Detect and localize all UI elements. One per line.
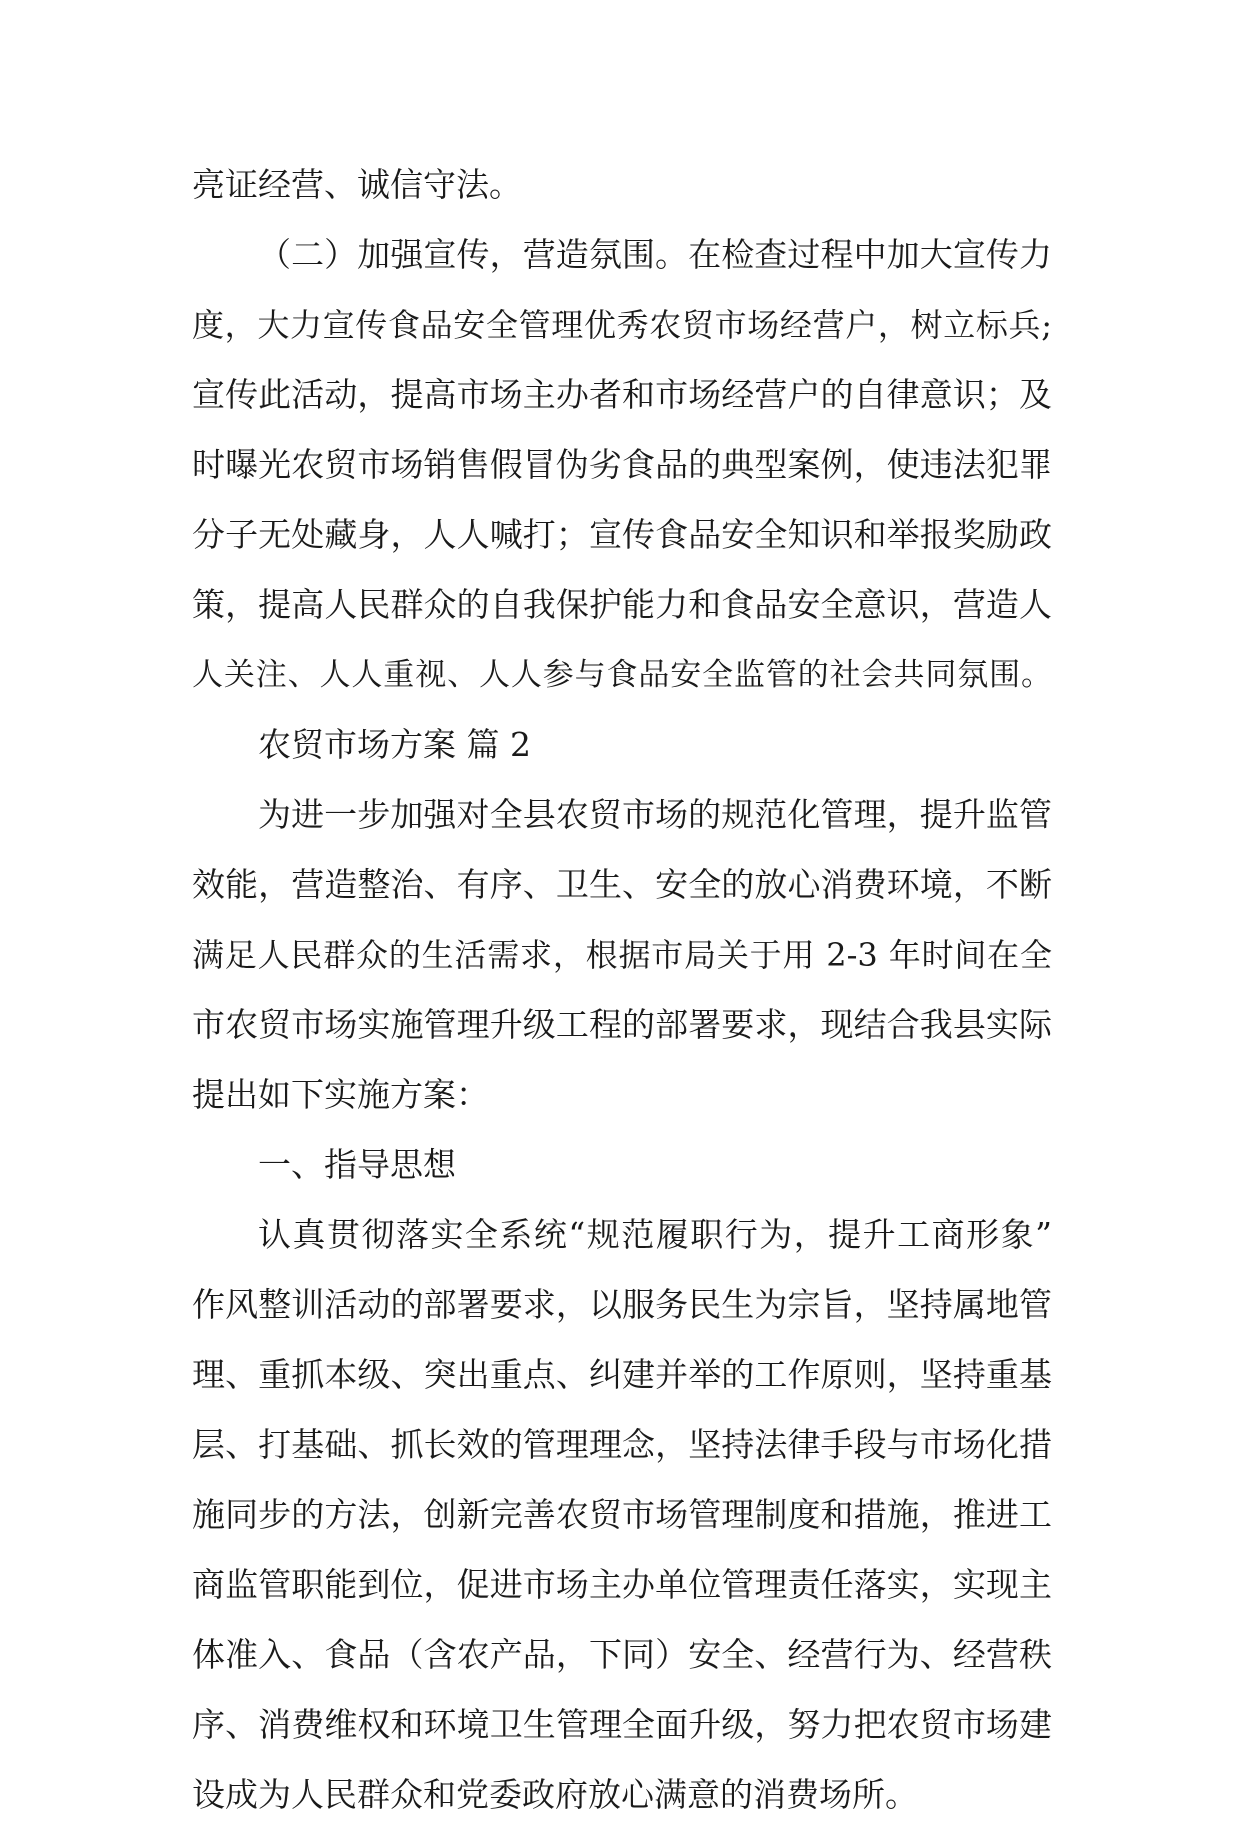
text-line: 作风整训活动的部署要求，以服务民生为宗旨，坚持属地管 <box>192 1285 1052 1324</box>
text-line: 人关注、人人重视、人人参与食品安全监管的社会共同氛围。 <box>192 657 1052 693</box>
text-line: 亮证经营、诚信守法。 <box>192 165 522 204</box>
text-line: 策，提高人民群众的自我保护能力和食品安全意识，营造人 <box>192 585 1052 624</box>
text-line: 满足人民群众的生活需求，根据市局关于用 2-3 年时间在全 <box>192 936 1052 974</box>
text-line: 设成为人民群众和党委政府放心满意的消费场所。 <box>192 1775 918 1814</box>
text-line: 时曝光农贸市场销售假冒伪劣食品的典型案例，使违法犯罪 <box>192 445 1052 484</box>
text-line: 商监管职能到位，促进市场主办单位管理责任落实，实现主 <box>192 1565 1052 1604</box>
text-line: 理、重抓本级、突出重点、纠建并举的工作原则，坚持重基 <box>192 1355 1052 1394</box>
text-line: 度，大力宣传食品安全管理优秀农贸市场经营户，树立标兵; <box>192 306 1052 344</box>
text-line: 认真贯彻落实全系统“规范履职行为，提升工商形象” <box>258 1215 1052 1254</box>
text-line: 体准入、食品（含农产品，下同）安全、经营行为、经营秩 <box>192 1635 1052 1674</box>
text-line: 市农贸市场实施管理升级工程的部署要求，现结合我县实际 <box>192 1005 1052 1044</box>
text-line: 施同步的方法，创新完善农贸市场管理制度和措施，推进工 <box>192 1495 1052 1534</box>
text-line: （二）加强宣传，营造氛围。在检查过程中加大宣传力 <box>258 235 1052 274</box>
document-body <box>192 150 1052 1830</box>
text-line: 效能，营造整治、有序、卫生、安全的放心消费环境，不断 <box>192 865 1052 904</box>
text-line: 序、消费维权和环境卫生管理全面升级，努力把农贸市场建 <box>192 1705 1052 1744</box>
text-line: 层、打基础、抓长效的管理理念，坚持法律手段与市场化措 <box>192 1425 1052 1464</box>
section-heading: 一、指导思想 <box>258 1145 456 1184</box>
section-heading: 农贸市场方案 篇 2 <box>258 725 531 764</box>
text-line: 为进一步加强对全县农贸市场的规范化管理，提升监管 <box>258 795 1052 834</box>
text-line: 提出如下实施方案： <box>192 1075 489 1114</box>
text-line: 宣传此活动，提高市场主办者和市场经营户的自律意识；及 <box>192 375 1052 414</box>
text-line: 分子无处藏身，人人喊打；宣传食品安全知识和举报奖励政 <box>192 515 1052 554</box>
